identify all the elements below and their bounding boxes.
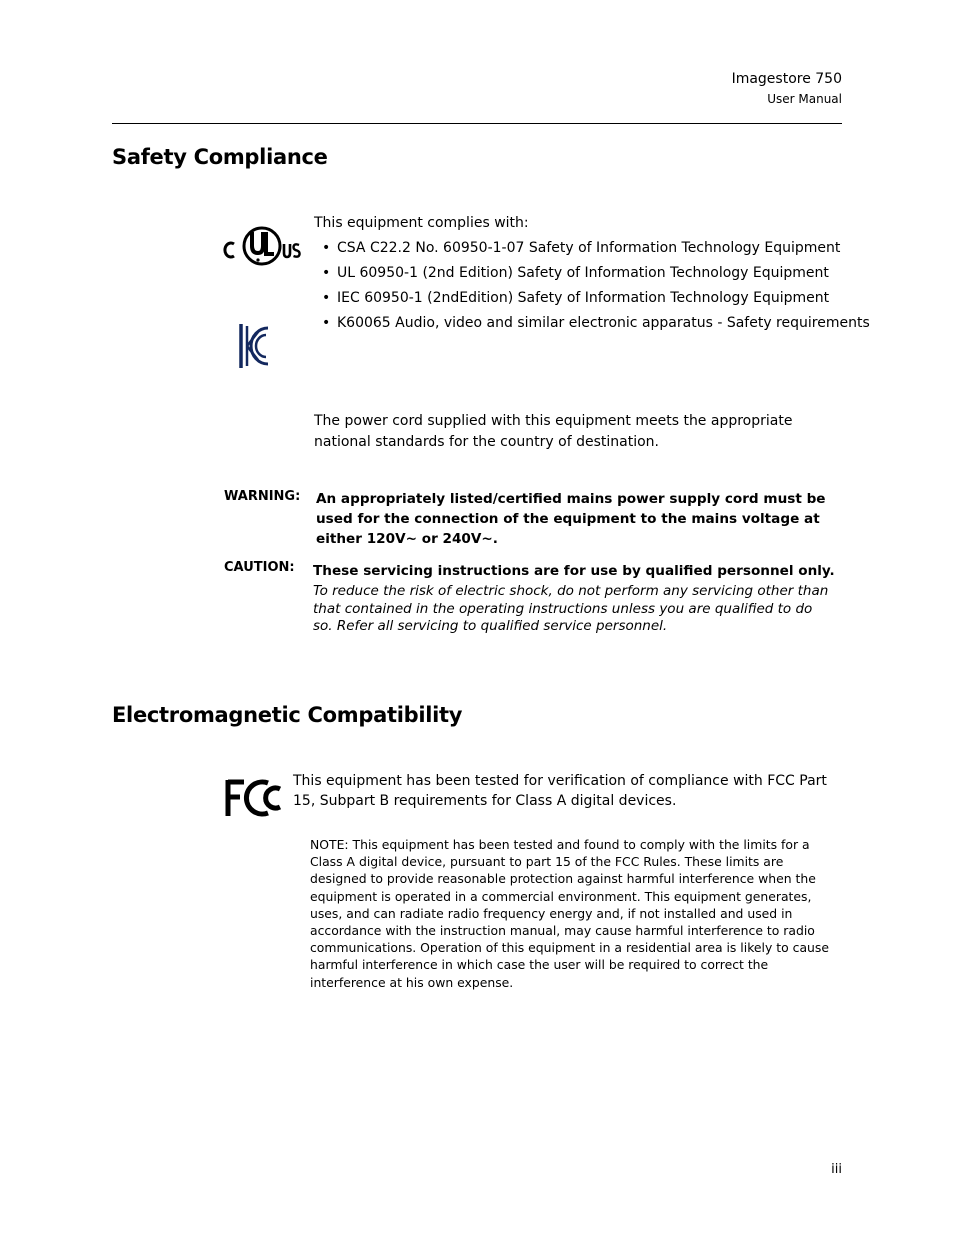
fcc-logo xyxy=(224,776,284,820)
page-number: iii xyxy=(831,1162,842,1177)
compliance-intro: This equipment complies with: xyxy=(314,215,529,231)
bullet-icon: • xyxy=(322,240,331,256)
emc-heading: Electromagnetic Compatibility xyxy=(112,703,463,727)
fcc-statement: This equipment has been tested for verification of compliance with FCC Part 15, Subpart B requirements for Class A digital devices. xyxy=(293,773,827,809)
standards-list xyxy=(322,238,870,338)
bullet-icon: • xyxy=(322,265,331,281)
document-subtitle: User Manual xyxy=(767,92,842,106)
fcc-note: NOTE: This equipment has been tested and found to comply with the limits for a Class A digital device, pursuant to part 15 of the FCC Rules. These limits are designed to provide reasonable protection against harmful interference when the equipment is operated in a commercial environment. This equipment generates, uses, and can radiate radio frequency energy and, if not installed and used in accordance with the instruction manual, may cause harmful interference to radio communications. Operation of this equipment in a residential area is likely to cause harmful interference in which case the user will be required to correct the interference at his own expense. xyxy=(310,837,829,990)
bullet-icon: • xyxy=(322,315,331,331)
power-cord-paragraph: The power cord supplied with this equipment meets the appropriate national standards for the country of destination. xyxy=(314,413,793,450)
caution-text: These servicing instructions are for use by qualified personnel only. xyxy=(313,563,835,579)
caution-detail: To reduce the risk of electric shock, do not perform any servicing other than that contained in the operating instructions unless you are qualified to do so. Refer all servicing to qualified service personnel. xyxy=(313,583,829,634)
warning-label: WARNING: xyxy=(224,489,301,504)
cul-us-logo xyxy=(222,220,302,272)
list-item: • CSA C22.2 No. 60950-1-07 Safety of Information Technology Equipment xyxy=(322,238,870,263)
document-title: Imagestore 750 xyxy=(731,71,842,87)
warning-text: An appropriately listed/certified mains power supply cord must be used for the connection of the equipment to the mains voltage at either 120V~ or 240V~. xyxy=(316,491,826,547)
list-item: • UL 60950-1 (2nd Edition) Safety of Information Technology Equipment xyxy=(322,263,870,288)
caution-label: CAUTION: xyxy=(224,560,295,575)
bullet-icon: • xyxy=(322,290,331,306)
header-divider xyxy=(112,123,842,124)
kc-mark-logo xyxy=(238,322,272,370)
list-item: • K60065 Audio, video and similar electronic apparatus - Safety requirements xyxy=(322,313,870,338)
safety-heading: Safety Compliance xyxy=(112,145,328,169)
list-item: • IEC 60950-1 (2ndEdition) Safety of Information Technology Equipment xyxy=(322,288,870,313)
